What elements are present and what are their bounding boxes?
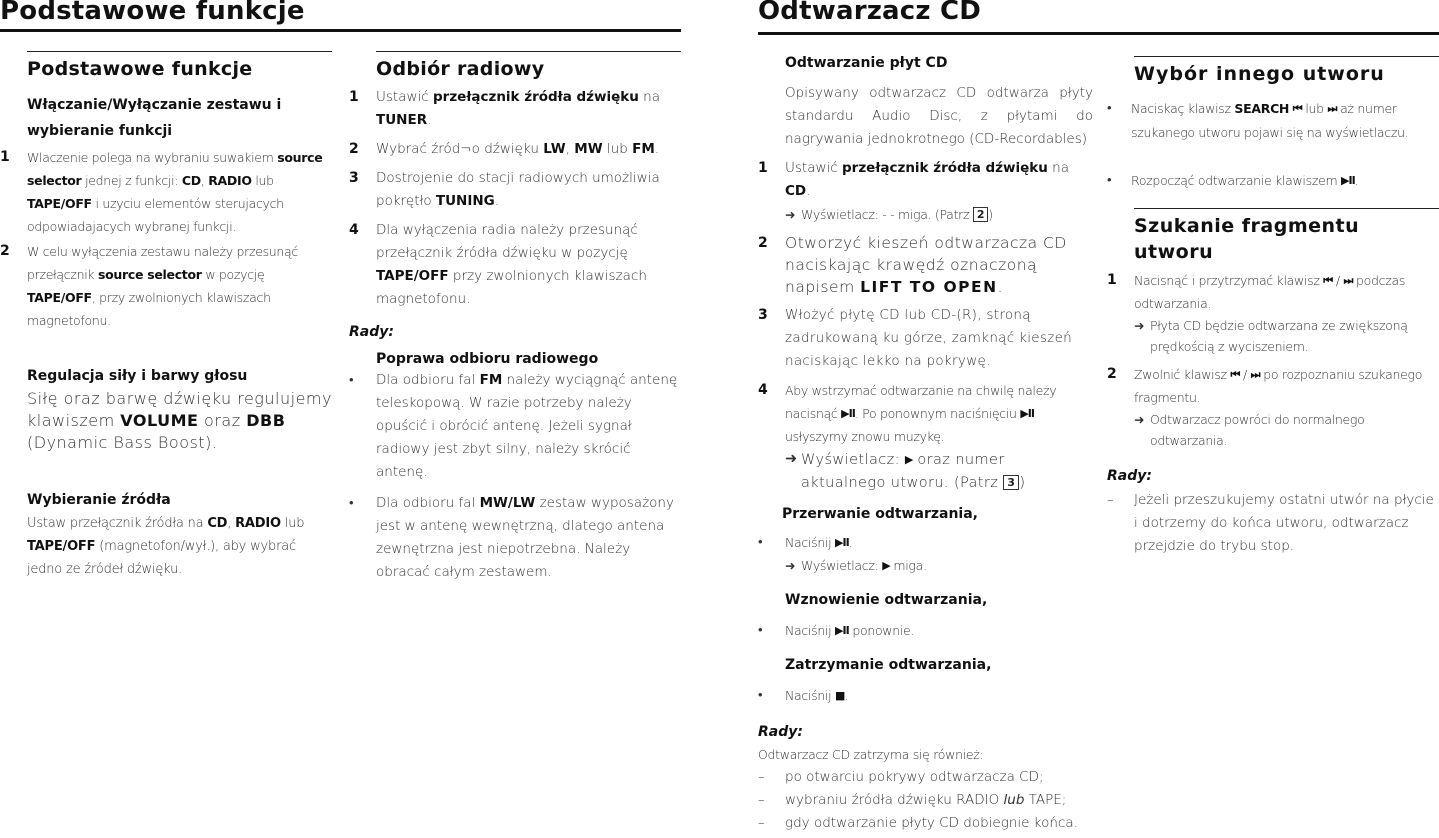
tip-item <box>758 812 1093 835</box>
bold-term: LIFT TO OPEN <box>860 278 998 296</box>
subsection-title-resume: Wznowienie odtwarzania, <box>785 592 988 608</box>
list-item <box>758 379 1093 495</box>
bold-term: MW/LW <box>479 495 536 511</box>
text: na <box>638 89 660 105</box>
bold-term: source selector <box>27 150 323 188</box>
bold-term: TAPE/OFF <box>376 268 449 284</box>
column-basic-functions <box>0 51 332 581</box>
text: lub <box>280 516 305 531</box>
text: Wlaczenie polega na wybraniu suwakiem <box>27 150 278 165</box>
stop-icon: ■ <box>835 689 845 702</box>
arrow-right-icon: ➜ <box>1134 412 1145 427</box>
column-track-selection <box>1107 56 1439 558</box>
skip-back-icon: ⏮ <box>1323 274 1333 287</box>
column-cd-playback <box>758 50 1093 835</box>
skip-forward-icon: ⏭ <box>1343 274 1353 287</box>
subsection-title-volume: Regulacja siły i barwy głosu <box>27 368 248 384</box>
text: usłyszymy znowu muzykę. <box>785 429 945 444</box>
bullet: • <box>758 688 763 703</box>
subsection-title-line2: wybieranie funkcji <box>27 123 173 139</box>
tip-item <box>349 492 681 584</box>
text: . <box>806 183 811 199</box>
bold-term: LW <box>543 141 566 157</box>
dash: – <box>758 793 765 808</box>
subsection-title-line1: Włączanie/Wyłączanie zestawu i <box>27 97 282 113</box>
bullet: • <box>1107 101 1112 116</box>
bold-term: VOLUME <box>120 411 199 430</box>
bold-term: TAPE/OFF <box>27 290 92 305</box>
list-item <box>0 240 332 332</box>
text: zestaw wyposażony jest w antenę wewnętrzną, dlatego antena zewnętrzna jest niepotrzebna. Należy obracać całym zestawem. <box>376 495 674 580</box>
paragraph-source <box>27 512 332 581</box>
subsection-title-power <box>27 92 332 144</box>
arrow-right-icon: ➜ <box>1134 318 1145 333</box>
column-radio <box>349 51 681 584</box>
text: Włożyć płytę CD lub CD-(R), stroną zadrukowaną ku górze, zamknąć kieszeń naciskając lekko na pokrywę. <box>785 307 1073 369</box>
list-item <box>1107 363 1439 451</box>
intro-paragraph: Opisywany odtwarzacz CD odtwarza płyty standardu Audio Disc, z płytami do nagrywania jednokrotnego (CD-Recordables) <box>785 85 1093 147</box>
text: Naciśnij <box>785 535 836 550</box>
subsection-title-pause: Przerwanie odtwarzania, <box>782 506 978 522</box>
item-number: 2 <box>1107 366 1117 382</box>
text: Naciśnij <box>785 688 836 703</box>
list-item <box>349 86 681 132</box>
text: Dla odbioru fal <box>376 495 480 511</box>
figure-ref-box: 3 <box>1003 475 1019 490</box>
tip-item <box>758 789 1093 812</box>
bullet-item <box>758 684 1093 707</box>
text: W celu wyłączenia zestawu należy przesunąć przełącznik <box>27 244 298 282</box>
text: należy wyciągnąć antenę teleskopową. W razie potrzeby należy opuścić i obrócić antenę. Jeżeli sygnał radiowy jest zbyt silny, należy skrócić antenę. <box>376 372 678 480</box>
text: ponownie. <box>848 623 915 638</box>
bold-term: TAPE/OFF <box>27 539 96 554</box>
text: na <box>1047 160 1069 176</box>
bullet: • <box>758 535 763 550</box>
skip-back-icon: ⏮ <box>1230 368 1240 381</box>
section-rule <box>376 51 681 52</box>
text: , <box>565 141 575 157</box>
page-title-left: Podstawowe funkcje <box>0 0 305 26</box>
skip-forward-icon: ⏭ <box>1250 368 1260 381</box>
section-title: Wybór innego utworu <box>1134 63 1385 85</box>
text: Wybrać źród¬o dźwięku <box>376 141 544 157</box>
item-number: 1 <box>349 89 359 105</box>
bold-term: CD <box>207 516 228 531</box>
text: Płyta CD będzie odtwarzana ze zwiększoną prędkością z wyciszeniem. <box>1150 318 1408 354</box>
dash: – <box>758 770 765 785</box>
text: Wyświetlacz: <box>801 452 905 468</box>
bold-term: przełącznik źródła dźwięku <box>842 160 1048 176</box>
arrow-right-icon: ➜ <box>785 558 796 573</box>
bold-term: TUNER <box>376 112 428 128</box>
tip-item <box>758 766 1093 789</box>
bold-term: FM <box>479 372 503 388</box>
text: . <box>844 688 849 703</box>
item-number: 4 <box>758 382 768 398</box>
result-line <box>785 448 1093 495</box>
skip-back-icon: ⏮ <box>1292 102 1302 115</box>
item-number: 1 <box>1107 272 1117 288</box>
text: miga. <box>889 558 927 573</box>
bullet-item <box>758 531 1093 577</box>
text: Ustawić <box>376 89 433 105</box>
item-number: 2 <box>758 235 769 251</box>
figure-ref-box: 2 <box>973 207 988 222</box>
list-item <box>758 232 1093 298</box>
item-number: 2 <box>349 141 359 157</box>
text: Dostrojenie do stacji radiowych umożliwia pokrętło <box>376 170 660 209</box>
subsection-title-source: Wybieranie źródła <box>27 492 171 508</box>
italic-text: lub <box>1003 792 1025 808</box>
text: po rozpoznaniu szukanego fragmentu. <box>1134 367 1423 405</box>
list-item <box>758 304 1093 373</box>
separator: / <box>1239 367 1251 382</box>
text: po otwarciu pokrywy odtwarzacza CD; <box>785 769 1044 785</box>
tip-item <box>1107 489 1439 558</box>
text: Rozpocząć odtwarzanie klawiszem <box>1131 173 1342 188</box>
list-item <box>349 138 681 161</box>
list-item <box>349 219 681 311</box>
text: Aby wstrzymać odtwarzanie na chwilę należy nacisnąć <box>785 383 1057 421</box>
item-number: 1 <box>758 160 768 176</box>
section-rule <box>1134 208 1439 209</box>
text: ) <box>1019 475 1026 491</box>
text: Odtwarzacz powróci do normalnego odtwarzania. <box>1150 412 1365 448</box>
text: . <box>494 193 500 209</box>
tips-label: Rady: <box>758 724 803 740</box>
result-line <box>1134 315 1439 357</box>
text: Naciskaç klawisz <box>1131 101 1235 116</box>
text: . <box>848 535 853 550</box>
bullet: • <box>349 496 354 511</box>
text: Naciśnij <box>785 623 836 638</box>
text: TAPE; <box>1024 792 1067 808</box>
text: (magnetofon/wył.), aby wybrać jedno ze źródeł dźwięku. <box>27 539 296 577</box>
text: oraz numer aktualnego utworu. (Patrz <box>801 452 1005 491</box>
bold-term: FM <box>632 141 655 157</box>
bold-term: DBB <box>246 411 286 430</box>
bullet: • <box>349 373 354 388</box>
skip-forward-icon: ⏭ <box>1327 102 1337 115</box>
bold-term: CD <box>181 173 201 188</box>
section-rule <box>1134 56 1439 57</box>
arrow-right-icon: ➜ <box>785 207 796 222</box>
section-title: Szukanie fragmentu utworu <box>1134 215 1360 263</box>
tip-item <box>349 369 681 484</box>
bullet-item <box>758 619 1093 642</box>
play-pause-icon: ▶II <box>1020 407 1034 420</box>
text: Ustawić <box>785 160 842 176</box>
text: gdy odtwarzanie płyty CD dobiegnie końca. <box>785 815 1078 831</box>
item-number: 4 <box>349 222 359 238</box>
result-line <box>1134 409 1439 451</box>
paragraph-volume <box>27 388 332 454</box>
item-number: 1 <box>0 149 10 165</box>
bold-term: MW <box>574 141 603 157</box>
page-title-rule-left <box>0 29 681 32</box>
text: jednej z funkcji: <box>81 173 182 188</box>
tips-label: Rady: <box>1107 468 1152 484</box>
item-number: 2 <box>0 243 10 259</box>
bold-term: source selector <box>97 267 202 282</box>
play-icon: ▶ <box>882 559 890 572</box>
text: Dla odbioru fal <box>376 372 480 388</box>
dash: – <box>1107 493 1114 508</box>
section-title: Odbiór radiowy <box>376 58 545 80</box>
text: . Po ponownym naciśnięciu <box>854 406 1021 421</box>
bullet: • <box>1107 173 1112 188</box>
text: Zwolnić klawisz <box>1134 367 1231 382</box>
text: lub <box>602 141 633 157</box>
section-rule <box>27 51 332 52</box>
bold-term: CD <box>785 183 807 199</box>
tips-title: Poprawa odbioru radiowego <box>376 351 599 367</box>
text: w pozycję <box>201 267 265 282</box>
bullet-item <box>1107 169 1439 192</box>
text: i uzyciu elementów sterujacych odpowiadajacych wybranej funkcji. <box>27 196 284 234</box>
text: Siłę oraz barwę dźwięku regulujemy klawiszem <box>27 389 332 430</box>
text: Otworzyć kieszeń odtwarzacza CD naciskając krawędź oznaczoną napisem <box>785 234 1067 296</box>
text: , <box>200 173 209 188</box>
bold-term: TUNING <box>435 193 495 209</box>
text: podczas odtwarzania. <box>1134 273 1406 311</box>
bullet-item <box>1107 97 1439 145</box>
text: , <box>227 516 236 531</box>
text: Dla wyłączenia radia należy przesunąć przełącznik źródła dźwięku w pozycję <box>376 222 638 261</box>
text: przy zwolnionych klawiszach magnetofonu. <box>376 268 647 307</box>
text: . <box>997 278 1003 296</box>
tips-label: Rady: <box>349 324 394 340</box>
list-item <box>1107 269 1439 357</box>
separator: / <box>1332 273 1344 288</box>
text: wybraniu źródła dźwięku RADIO <box>785 792 1004 808</box>
text: (Dynamic Bass Boost). <box>27 433 218 452</box>
page-title-right: Odtwarzacz CD <box>758 0 982 26</box>
play-pause-icon: ▶II <box>835 536 849 549</box>
item-number: 3 <box>758 307 769 323</box>
page-title-rule-right <box>758 32 1439 35</box>
arrow-right-icon: ➜ <box>785 451 798 467</box>
text: . <box>1354 173 1359 188</box>
text: Wyświetlacz: <box>801 558 883 573</box>
list-item <box>758 157 1093 226</box>
text: ) <box>988 207 993 222</box>
tips-intro: Odtwarzacz CD zatrzyma się również: <box>758 747 984 762</box>
text: . <box>654 141 660 157</box>
text: aż numer szukanego utworu pojawi się na wyświetlaczu. <box>1131 101 1409 140</box>
play-pause-icon: ▶II <box>1341 174 1355 187</box>
bullet: • <box>758 623 763 638</box>
play-pause-icon: ▶II <box>841 407 855 420</box>
text: Ustaw przełącznik źródła na <box>27 516 208 531</box>
text: Jeżeli przeszukujemy ostatni utwór na płycie i dotrzemy do końca utworu, odtwarzacz przejdzie do trybu stop. <box>1134 492 1434 554</box>
play-pause-icon: ▶II <box>835 624 849 637</box>
subsection-title: Odtwarzanie płyt CD <box>785 55 948 71</box>
play-icon: ▶ <box>904 453 913 466</box>
section-title: Podstawowe funkcje <box>27 58 253 80</box>
list-item <box>349 167 681 213</box>
bold-term: przełącznik źródła dźwięku <box>433 89 639 105</box>
result-line <box>785 554 1093 577</box>
bold-term: RADIO <box>235 516 281 531</box>
text: oraz <box>198 411 247 430</box>
bold-term: SEARCH <box>1234 101 1290 116</box>
bold-term: TAPE/OFF <box>27 196 92 211</box>
result-line <box>785 203 1093 226</box>
list-item <box>0 146 332 238</box>
item-number: 3 <box>349 170 359 186</box>
text: . <box>427 112 432 128</box>
dash: – <box>758 816 765 831</box>
bold-term: RADIO <box>208 173 252 188</box>
text: , przy zwolnionych klawiszach magnetofonu. <box>27 290 271 328</box>
text: lub <box>1301 101 1328 116</box>
subsection-title-stop: Zatrzymanie odtwarzania, <box>785 657 992 673</box>
text: Nacisnąć i przytrzymać klawisz <box>1134 273 1324 288</box>
text: lub <box>251 173 274 188</box>
text: Wyświetlacz: - - miga. (Patrz <box>801 207 973 222</box>
